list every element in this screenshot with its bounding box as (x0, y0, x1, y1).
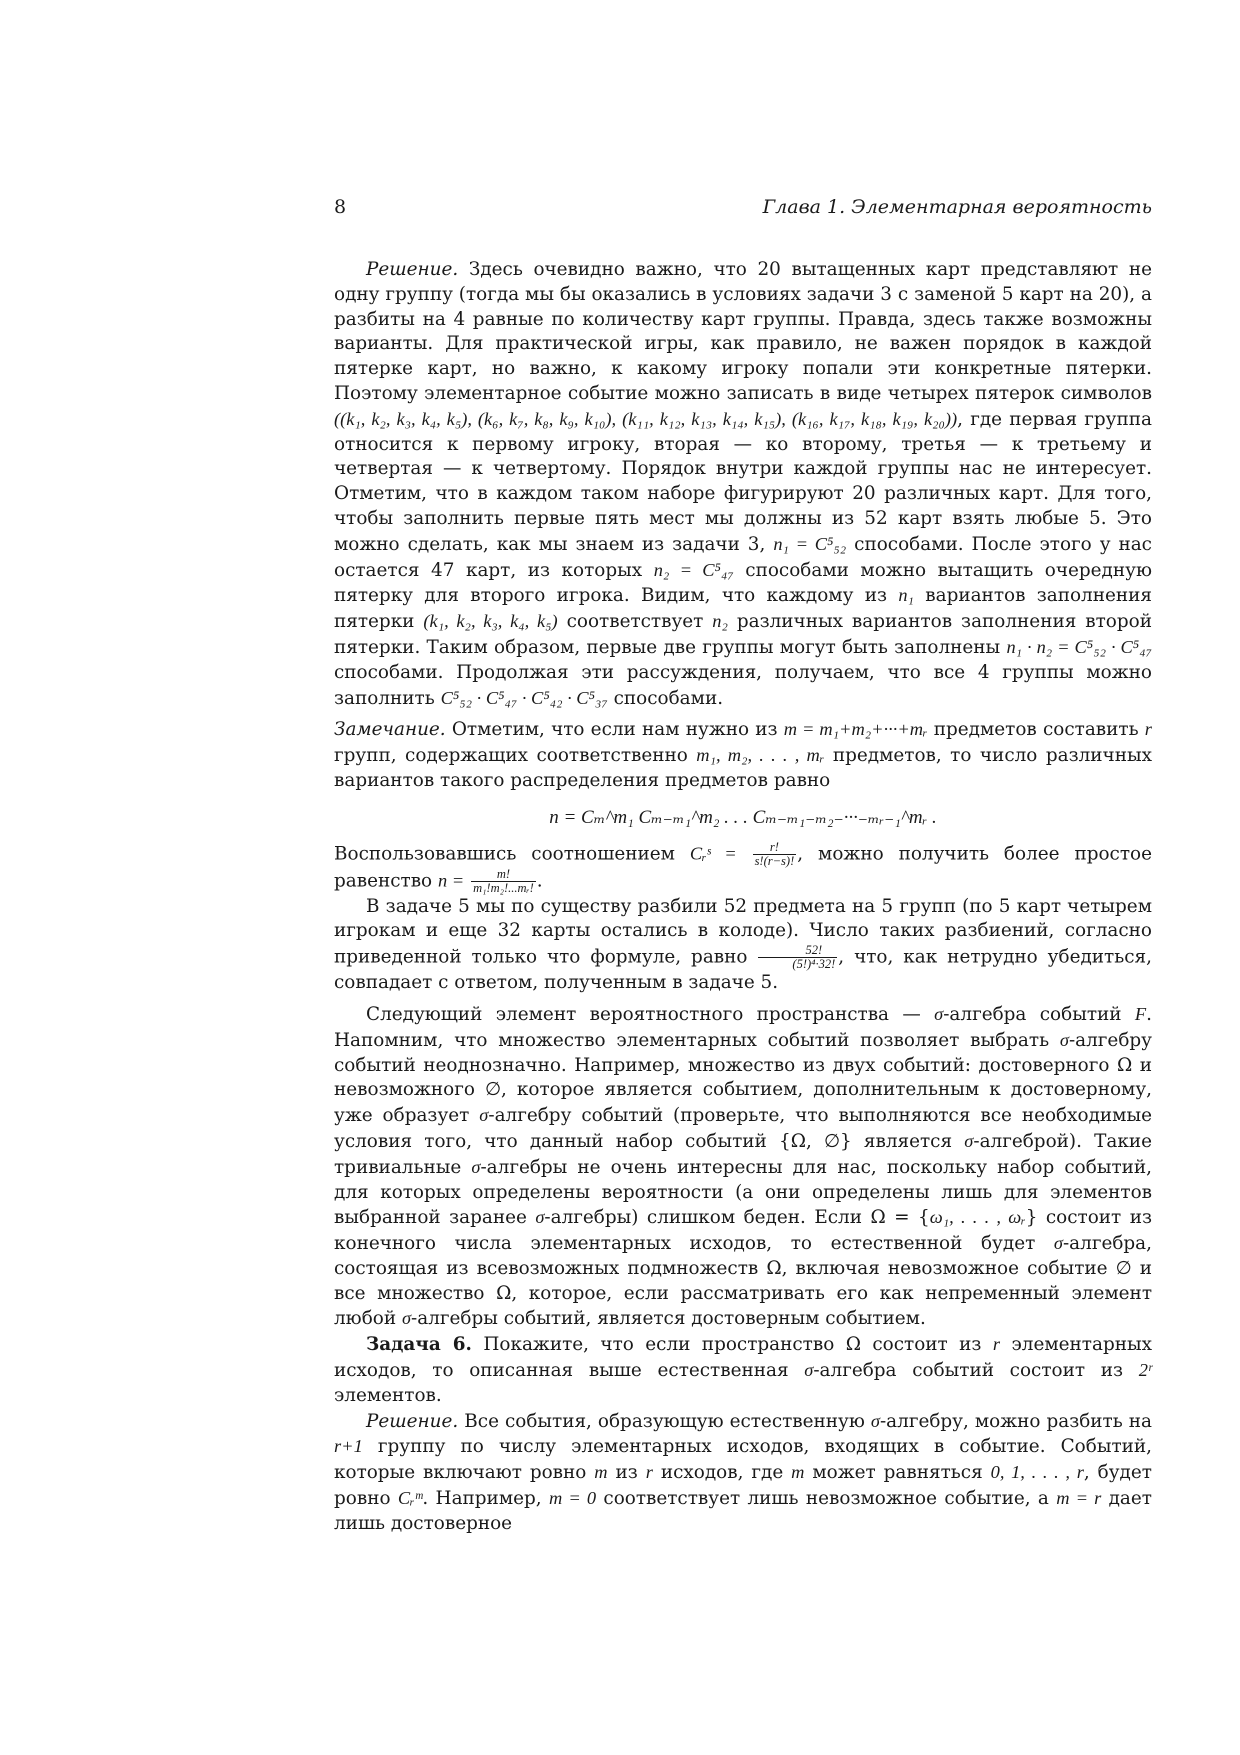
page-header (334, 196, 1152, 232)
display-equation: n = Cₘ^m₁ Cₘ₋ₘ₁^m₂ . . . Cₘ₋ₘ₁₋ₘ₂₋···₋ₘᵣ₋₁^mᵣ . (549, 806, 937, 828)
fraction-numerator: r! (769, 839, 779, 854)
fraction-numerator: 52! (805, 943, 823, 958)
solution-text: дает лишь достоверное (334, 1488, 1152, 1534)
omega-list: ω₁, . . . , ωᵣ (929, 1207, 1026, 1228)
paragraph-text: -алгебры событий, является достоверным событием. (411, 1308, 926, 1330)
m-equals-r: m = r (1056, 1488, 1102, 1509)
paragraph-text: -алгеброй). Такие тривиальные (334, 1130, 1152, 1178)
solution-label: Решение. (366, 1410, 459, 1432)
page (334, 196, 1152, 1537)
problem-text: Покажите, что если пространство Ω состоит из (483, 1334, 982, 1356)
problem-5-partition (334, 895, 1152, 996)
solution-text: группу по числу элементарных исходов, входящих в событие. Событий, которые включают ровно (334, 1436, 1152, 1484)
five-tuple: (k₁, k₂, k₃, k₄, k₅) (423, 611, 558, 632)
problem-text: элементов. (334, 1384, 442, 1406)
paragraph-text: , можно получить более простое равенство (334, 843, 1152, 892)
m-symbol: m (791, 1462, 805, 1483)
paragraph-text: . Напомним, что множество элементарных событий позволяет выбрать (334, 1003, 1152, 1051)
sigma-symbol: σ (964, 1130, 974, 1151)
paragraph-text: -алгебры) слишком беден. Если Ω = { (544, 1207, 930, 1229)
fraction-denominator: s!(r−s)! (754, 853, 795, 868)
sigma-symbol: σ (479, 1105, 489, 1126)
sigma-symbol: σ (934, 1003, 944, 1024)
n1-symbol: n₁ (898, 585, 914, 606)
solution-text: исходов, где (660, 1462, 784, 1484)
sigma-symbol: σ (870, 1410, 880, 1431)
solution-text: , где первая группа относится к первому игроку, вторая — ко второму, третья — к третьему и четвертая — к четвертому. Порядок внутри каждой группы нас не интересует. Отметим, что в каждом таком наборе фигурируют 20 различных карт. Для того, чтобы заполнить первые пять мест мы должны из 52 карт взять любые 5. Это можно сделать, как мы знаем из задачи 3, (334, 408, 1152, 555)
paragraph-text: -алгебру событий неоднозначно. Например, множество из двух событий: достоверного Ω и невозможного ∅, которое является событием, дополнительным к достоверному, уже образует (334, 1029, 1152, 1127)
paragraph-text: В задаче 5 мы по существу разбили 52 предмета на 5 групп (по 5 карт четырем игрокам и еще 32 карты остались в колоде). Число таких разбиений, согласно приведенной только что формуле, равно (334, 895, 1152, 968)
solution-text: Все события, образующую естественную (464, 1410, 865, 1432)
solution-text: может равняться (812, 1462, 983, 1484)
sigma-symbol: σ (535, 1207, 545, 1228)
solution-text: способами. После этого у нас остается 47 карт, из которых (334, 533, 1152, 581)
r-plus-one: r+1 (334, 1436, 363, 1457)
sigma-symbol: σ (471, 1156, 481, 1177)
paragraph-text: -алгебры не очень интересны для нас, поскольку набор событий, для которых определены вероятности (а они определены лишь для элементов выбранной заранее (334, 1156, 1152, 1229)
fraction-denominator: m₁!m₂!...mᵣ! (473, 880, 534, 895)
solution-text: , будет ровно (334, 1462, 1152, 1510)
paragraph-text: -алгебру событий (проверьте, что выполняются все необходимые условия того, что данный набор событий {Ω, ∅} является (334, 1105, 1152, 1152)
problem-label: Задача 6. (366, 1334, 472, 1356)
chapter-title: Глава 1. Элементарная вероятность (762, 196, 1152, 218)
simpler-formula: Воспользовавшись соотношением Cᵣˢ = $\frac{r!}{s!(r-s)!}$ , можно получить более простое равенство n = $\frac{m!}{\text{m₁!m₂!...mᵣ!}}$ . (334, 839, 1152, 895)
n2-symbol: n₂ (712, 611, 728, 632)
fraction-denominator: (5!)⁴·32! (758, 957, 837, 971)
remark-text: групп, содержащих соответственно (334, 745, 688, 767)
solution-text: различных вариантов заполнения второй пятерки. Таким образом, первые две группы могут быть заполнены (334, 611, 1152, 658)
r-symbol: r (645, 1462, 653, 1483)
crm-symbol: Cᵣᵐ (397, 1488, 423, 1509)
crs-fraction (753, 841, 797, 868)
solution-text: способами. Продолжая эти рассуждения, получаем, что все 4 группы можно заполнить (334, 661, 1152, 709)
paragraph-text: Следующий элемент вероятностного пространства — (366, 1003, 921, 1025)
two-power-r: 2ʳ (1138, 1360, 1152, 1381)
remark-text: Отметим, что если нам нужно из (451, 719, 778, 741)
remark-text: предметов составить (933, 719, 1139, 741)
solution-text: способами можно вытащить очередную пятерку для второго игрока. Видим, что каждому из (334, 559, 1152, 607)
page-number: 8 (334, 196, 347, 218)
paragraph-text: Воспользовавшись соотношением (334, 843, 675, 865)
crs-lhs: Cᵣˢ = (689, 843, 737, 864)
tuples-formula: ((k₁, k₂, k₃, k₄, k₅), (k₆, k₇, k₈, k₉, k₁₀), (k₁₁, k₁₂, k₁₃, k₁₄, k₁₅), (k₁₆, k₁₇, k₁₈, k₁₉, k₂₀)) (334, 408, 958, 429)
n-fraction (471, 868, 536, 895)
m-symbol: m (594, 1462, 608, 1483)
problem-text: элементарных исходов, то описанная выше естественная (334, 1334, 1152, 1382)
solution-text: вариантов заполнения пятерки (334, 585, 1152, 633)
sigma-symbol: σ (1059, 1029, 1069, 1050)
problem-6 (334, 1332, 1152, 1408)
solution-problem-5 (334, 258, 1152, 711)
m-zero: m = 0 (548, 1488, 597, 1509)
solution-text: соответствует лишь невозможное событие, а (603, 1488, 1049, 1510)
n1-formula: n₁ = C⁵₅₂ (773, 533, 847, 554)
product-two: n₁ · n₂ = C⁵₅₂ · C⁵₄₇ (1006, 636, 1152, 657)
neq-lhs: n = (438, 870, 465, 891)
sigma-algebra-paragraph (334, 1002, 1152, 1332)
partition-fraction (758, 944, 837, 971)
solution-text: Здесь очевидно важно, что 20 вытащенных карт представляют не одну группу (тогда мы бы оказались в условиях задачи 3 с заменой 5 карт на 20), а разбиты на 4 равные по количеству карт группы. Правда, здесь также возможны варианты. Для практической игры, как правило, не важен порядок в каждой пятерке карт, но важно, к какому игроку попали эти конкретные пятерки. Поэтому элементарное событие можно записать в виде четырех пятерок символов (334, 259, 1152, 404)
f-symbol: F (1134, 1003, 1147, 1024)
sigma-symbol: σ (1053, 1233, 1063, 1254)
r-symbol: r (1144, 719, 1152, 740)
m-sum: m = m₁+m₂+···+mᵣ (783, 719, 928, 740)
r-symbol: r (992, 1334, 1001, 1355)
page-body (334, 258, 1152, 1537)
sigma-symbol: σ (401, 1308, 412, 1329)
sigma-symbol: σ (804, 1360, 814, 1381)
solution-text: способами. (613, 687, 724, 709)
paragraph-text: -алгебра, состоящая из всевозможных подмножеств Ω, включая невозможное событие ∅ и все множество Ω, которое, если рассматривать его как непременный элемент любой (334, 1233, 1152, 1330)
m-list: m₁, m₂, . . . , mᵣ (696, 745, 825, 766)
n2-formula: n₂ = C⁵₄₇ (653, 559, 734, 580)
solution-text: из (615, 1462, 638, 1484)
solution-label: Решение. (366, 259, 459, 280)
range-values: 0, 1, . . . , r (990, 1462, 1084, 1483)
remark-text: предметов, то число различных вариантов такого распределения предметов равно (334, 745, 1152, 791)
paragraph-text: , что, как нетрудно убедиться, совпадает с ответом, полученным в задаче 5. (334, 946, 1152, 994)
paragraph-text: -алгебра событий (943, 1003, 1122, 1025)
remark-label: Замечание. (334, 719, 446, 741)
solution-text: соответствует (566, 611, 704, 633)
product-four: C⁵₅₂ · C⁵₄₇ · C⁵₄₂ · C⁵₃₇ (440, 687, 608, 708)
fraction-numerator: m! (496, 866, 511, 881)
problem-text: -алгебра событий состоит из (813, 1360, 1123, 1382)
remark (334, 717, 1152, 793)
solution-problem-6 (334, 1409, 1152, 1537)
solution-text: -алгебру, можно разбить на (879, 1410, 1152, 1432)
paragraph-text: } состоит из конечного числа элементарных исходов, то естественной будет (334, 1207, 1152, 1255)
solution-text: . Например, (422, 1488, 542, 1510)
